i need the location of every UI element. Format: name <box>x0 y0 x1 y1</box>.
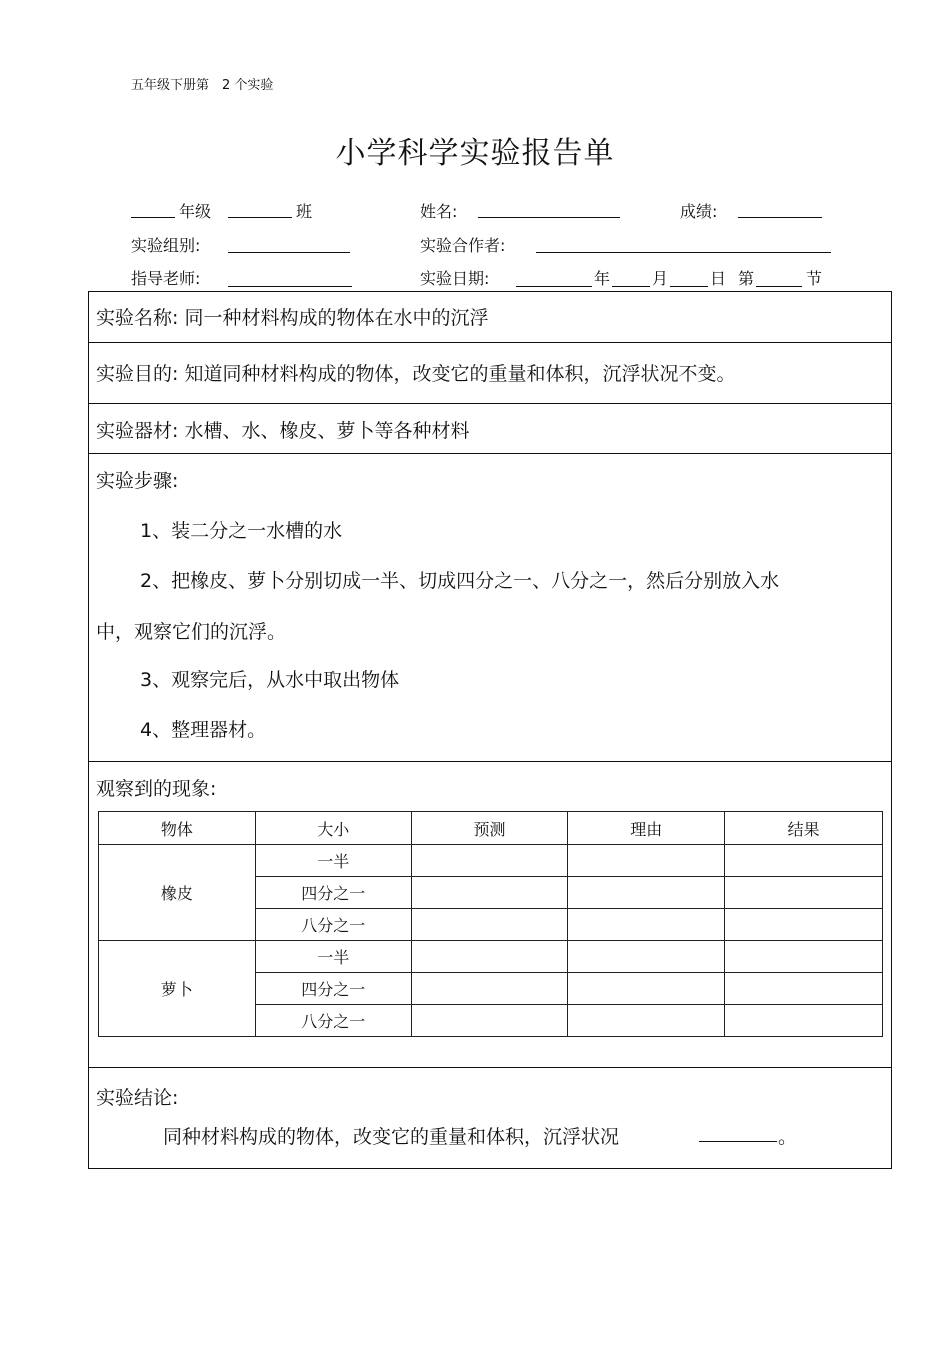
conclusion-text: 同种材料构成的物体，改变它的重量和体积，沉浮状况 <box>163 1126 620 1148</box>
month-blank[interactable] <box>612 286 650 287</box>
size-cell: 一半 <box>255 941 411 973</box>
reason-cell[interactable] <box>568 845 725 877</box>
experiment-materials: 实验器材: 水槽、水、橡皮、萝卜等各种材料 <box>96 420 470 442</box>
teacher-label: 指导老师: <box>131 269 201 288</box>
step-item: 3、观察完后，从水中取出物体 <box>140 669 400 691</box>
result-cell[interactable] <box>725 1005 883 1037</box>
name-blank[interactable] <box>478 217 620 218</box>
divider <box>88 342 892 343</box>
partner-label: 实验合作者: <box>420 236 506 255</box>
column-header: 大小 <box>255 812 411 845</box>
reason-cell[interactable] <box>568 909 725 941</box>
result-cell[interactable] <box>725 877 883 909</box>
table-row <box>99 941 883 973</box>
period-blank[interactable] <box>756 286 802 287</box>
page-title: 小学科学实验报告单 <box>335 136 615 171</box>
prediction-cell[interactable] <box>411 845 568 877</box>
day-label: 日 <box>710 269 727 288</box>
divider <box>88 761 892 762</box>
header-note: 五年级下册第 2 个实验 <box>131 78 274 93</box>
prediction-cell[interactable] <box>411 877 568 909</box>
divider <box>88 453 892 454</box>
month-label: 月 <box>652 269 669 288</box>
step-item: 4、整理器材。 <box>140 719 267 741</box>
conclusion-end: 。 <box>778 1126 798 1148</box>
column-header: 结果 <box>725 812 883 845</box>
period-suffix: 节 <box>806 269 823 288</box>
reason-cell[interactable] <box>568 1005 725 1037</box>
class-label: 班 <box>296 202 313 221</box>
result-cell[interactable] <box>725 909 883 941</box>
prediction-cell[interactable] <box>411 973 568 1005</box>
grade-label: 年级 <box>179 202 212 221</box>
divider <box>88 403 892 404</box>
date-label: 实验日期: <box>420 269 490 288</box>
observation-label: 观察到的现象: <box>96 778 217 800</box>
teacher-blank[interactable] <box>228 286 352 287</box>
step-item: 1、装二分之一水槽的水 <box>140 520 343 542</box>
group-label: 实验组别: <box>131 236 201 255</box>
size-cell: 一半 <box>255 845 411 877</box>
size-cell: 八分之一 <box>255 1005 411 1037</box>
period-prefix: 第 <box>738 269 755 288</box>
table-row <box>99 845 883 877</box>
size-cell: 四分之一 <box>255 973 411 1005</box>
step-item: 中，观察它们的沉浮。 <box>96 621 287 643</box>
experiment-purpose: 实验目的: 知道同种材料构成的物体，改变它的重量和体积，沉浮状况不变。 <box>96 363 736 385</box>
prediction-cell[interactable] <box>411 1005 568 1037</box>
name-label: 姓名: <box>420 202 458 221</box>
steps-label: 实验步骤: <box>96 470 179 492</box>
column-header: 理由 <box>568 812 725 845</box>
size-cell: 八分之一 <box>255 909 411 941</box>
partner-blank[interactable] <box>536 252 831 253</box>
prediction-cell[interactable] <box>411 909 568 941</box>
class-blank[interactable] <box>228 217 292 218</box>
reason-cell[interactable] <box>568 941 725 973</box>
group-blank[interactable] <box>228 252 350 253</box>
year-blank[interactable] <box>516 286 592 287</box>
object-cell: 萝卜 <box>99 941 256 1037</box>
result-cell[interactable] <box>725 941 883 973</box>
score-blank[interactable] <box>738 217 822 218</box>
score-label: 成绩: <box>680 202 718 221</box>
column-header: 物体 <box>99 812 256 845</box>
result-cell[interactable] <box>725 845 883 877</box>
result-cell[interactable] <box>725 973 883 1005</box>
grade-blank[interactable] <box>131 217 175 218</box>
reason-cell[interactable] <box>568 973 725 1005</box>
conclusion-label: 实验结论: <box>96 1087 179 1109</box>
table-header-row <box>99 812 883 845</box>
reason-cell[interactable] <box>568 877 725 909</box>
object-cell: 橡皮 <box>99 845 256 941</box>
prediction-cell[interactable] <box>411 941 568 973</box>
year-label: 年 <box>594 269 611 288</box>
size-cell: 四分之一 <box>255 877 411 909</box>
step-item: 2、把橡皮、萝卜分别切成一半、切成四分之一、八分之一，然后分别放入水 <box>140 570 780 592</box>
day-blank[interactable] <box>670 286 708 287</box>
conclusion-blank[interactable] <box>699 1141 777 1142</box>
experiment-name: 实验名称: 同一种材料构成的物体在水中的沉浮 <box>96 307 489 329</box>
divider <box>88 1067 892 1068</box>
observation-table <box>98 811 883 1037</box>
column-header: 预测 <box>411 812 568 845</box>
